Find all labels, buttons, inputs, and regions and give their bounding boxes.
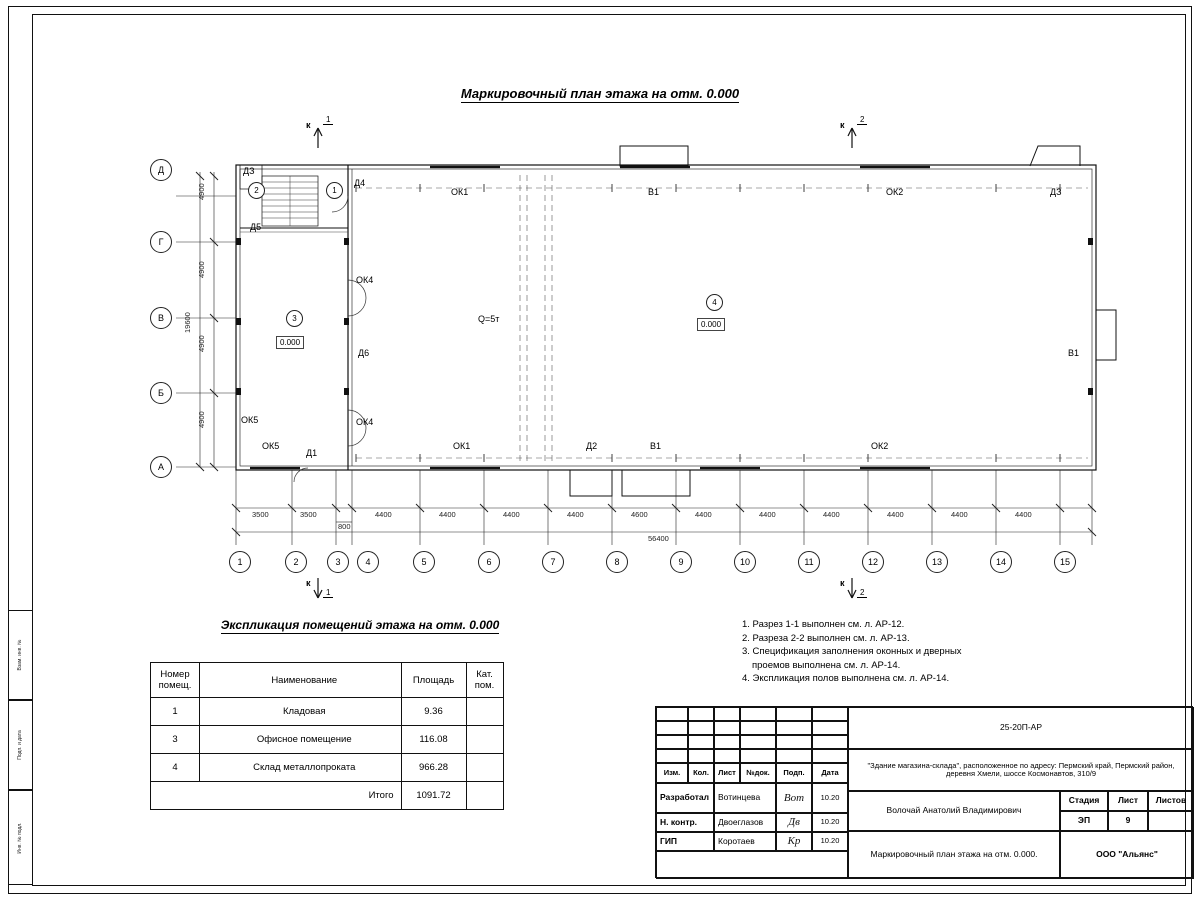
left-stamp-label: Инв. № подл. xyxy=(17,821,23,854)
cut-label-2-top: к xyxy=(840,120,845,130)
stamp-drawing-title: Маркировочный план этажа на отм. 0.000. xyxy=(848,831,1060,879)
stamp-list-label: Лист xyxy=(1108,791,1148,811)
stamp-grid-cell xyxy=(740,749,776,763)
axis-bubble-4[interactable]: 4 xyxy=(357,551,379,573)
axis-bubble-a[interactable]: А xyxy=(150,456,172,478)
axis-bubble-14[interactable]: 14 xyxy=(990,551,1012,573)
stamp-role-gip: ГИП xyxy=(656,832,714,851)
axis-bubble-7[interactable]: 7 xyxy=(542,551,564,573)
cell-number: 1 xyxy=(151,698,200,726)
room-mark-4[interactable]: 4 xyxy=(706,294,723,311)
stamp-stage-value: ЭП xyxy=(1060,811,1108,831)
axis-bubble-13[interactable]: 13 xyxy=(926,551,948,573)
stamp-lists-value xyxy=(1148,811,1194,831)
stamp-signature-developer: Вот xyxy=(776,783,812,813)
room-level-3: 0.000 xyxy=(276,336,304,349)
room-mark-1[interactable]: 1 xyxy=(326,182,343,199)
exploration-title xyxy=(150,618,570,632)
vertical-dim-3: 4900 xyxy=(197,335,206,352)
stamp-list-value: 9 xyxy=(1108,811,1148,831)
stamp-grid-cell xyxy=(812,707,848,721)
table-row xyxy=(151,754,504,782)
exploration-title-text: Экспликация помещений этажа на отм. 0.000 xyxy=(220,618,500,632)
note-1: 1. Разрез 1-1 выполнен см. л. АР-12. xyxy=(742,619,905,630)
stamp-empty-bottom xyxy=(656,851,848,879)
left-stamp-vzam xyxy=(8,610,32,700)
element-label-d6: Д6 xyxy=(358,348,370,358)
cut-label-1-bottom: к xyxy=(306,578,311,588)
horizontal-dim-5: 4400 xyxy=(503,510,520,519)
total-label: Итого xyxy=(200,782,402,810)
cell-name: Кладовая xyxy=(200,698,402,726)
table-row xyxy=(151,726,504,754)
column-header-number: Номер помещ. xyxy=(151,663,200,698)
cell-kat xyxy=(466,698,503,726)
stamp-col-izm: Изм. xyxy=(656,763,688,783)
element-label-ok5-left: ОК5 xyxy=(241,415,259,425)
stamp-customer: Волочай Анатолий Владимирович xyxy=(848,791,1060,831)
column-header-area: Площадь xyxy=(401,663,466,698)
cell-area: 9.36 xyxy=(401,698,466,726)
horizontal-dim-12: 4400 xyxy=(951,510,968,519)
table-total-row xyxy=(151,782,504,810)
cell-kat xyxy=(466,754,503,782)
stamp-grid-cell xyxy=(656,749,688,763)
stamp-grid-cell xyxy=(812,749,848,763)
stamp-grid-cell xyxy=(812,721,848,735)
element-label-ok2-bottom: ОК2 xyxy=(871,441,889,451)
stamp-date-gip: 10.20 xyxy=(812,832,848,851)
room-mark-3[interactable]: 3 xyxy=(286,310,303,327)
horizontal-dim-6: 4400 xyxy=(567,510,584,519)
cut-number-1-top: 1 xyxy=(323,115,333,125)
vertical-dim-4: 4900 xyxy=(197,411,206,428)
left-stamp-label: Взам. инв. № xyxy=(17,639,23,671)
vertical-dim-2: 4900 xyxy=(197,261,206,278)
axis-bubble-11[interactable]: 11 xyxy=(798,551,820,573)
axis-bubble-d[interactable]: Д xyxy=(150,159,172,181)
stamp-name-developer: Вотинцева xyxy=(714,783,776,813)
element-label-ok4-lower: ОК4 xyxy=(356,417,374,427)
axis-bubble-5[interactable]: 5 xyxy=(413,551,435,573)
axis-bubble-6[interactable]: 6 xyxy=(478,551,500,573)
note-2: 2. Разреза 2-2 выполнен см. л. АР-13. xyxy=(742,632,910,644)
cell-number: 3 xyxy=(151,726,200,754)
element-label-ok1-top: ОК1 xyxy=(451,187,469,197)
left-stamp-inv xyxy=(8,790,32,885)
horizontal-dim-extra: 800 xyxy=(338,522,351,531)
note-4: 4. Экспликация полов выполнена см. л. АР-14. xyxy=(742,673,950,684)
column-header-name: Наименование xyxy=(200,663,402,698)
total-value: 1091.72 xyxy=(401,782,466,810)
axis-bubble-8[interactable]: 8 xyxy=(606,551,628,573)
stamp-grid-cell xyxy=(740,735,776,749)
element-label-ok4-upper: ОК4 xyxy=(356,275,374,285)
note-3: 3. Спецификация заполнения оконных и дверных xyxy=(742,646,962,657)
stamp-col-kol: Кол. xyxy=(688,763,714,783)
column-header-kat: Кат. пом. xyxy=(466,663,503,698)
total-kat xyxy=(466,782,503,810)
notes-block xyxy=(742,618,1122,686)
stamp-name-gip: Коротаев xyxy=(714,832,776,851)
cell-number: 4 xyxy=(151,754,200,782)
horizontal-dim-4: 4400 xyxy=(439,510,456,519)
cut-label-1-top: к xyxy=(306,120,311,130)
stamp-lists-label: Листов xyxy=(1148,791,1194,811)
cut-number-2-top: 2 xyxy=(857,115,867,125)
cut-number-2-bottom: 2 xyxy=(857,588,867,598)
element-label-v1-top: В1 xyxy=(648,187,660,197)
stamp-signature-ncontrol: Дв xyxy=(776,813,812,832)
page-title-text: Маркировочный план этажа на отм. 0.000 xyxy=(460,86,740,101)
stamp-role-ncontrol: Н. контр. xyxy=(656,813,714,832)
crane-capacity-label: Q=5т xyxy=(478,314,500,324)
left-stamp-podp xyxy=(8,700,32,790)
horizontal-dim-10: 4400 xyxy=(823,510,840,519)
stamp-grid-cell xyxy=(656,721,688,735)
axis-bubble-v[interactable]: В xyxy=(150,307,172,329)
axis-bubble-12[interactable]: 12 xyxy=(862,551,884,573)
horizontal-dim-13: 4400 xyxy=(1015,510,1032,519)
stamp-grid-cell xyxy=(714,749,740,763)
horizontal-dim-11: 4400 xyxy=(887,510,904,519)
stamp-col-list: Лист xyxy=(714,763,740,783)
stamp-date-ncontrol: 10.20 xyxy=(812,813,848,832)
stamp-grid-cell xyxy=(776,707,812,721)
element-label-d5: Д5 xyxy=(250,222,262,232)
stamp-grid-cell xyxy=(740,721,776,735)
axis-bubble-b[interactable]: Б xyxy=(150,382,172,404)
element-label-v1-right: В1 xyxy=(1068,348,1080,358)
vertical-dim-1: 4900 xyxy=(197,183,206,200)
axis-bubble-g[interactable]: Г xyxy=(150,231,172,253)
table-header-row xyxy=(151,663,504,698)
stamp-grid-cell xyxy=(812,735,848,749)
left-stamp-label: Подп. и дата xyxy=(17,730,23,760)
cell-area: 116.08 xyxy=(401,726,466,754)
stamp-grid-cell xyxy=(714,721,740,735)
element-label-dz-right: ДЗ xyxy=(1050,187,1062,197)
axis-bubble-2[interactable]: 2 xyxy=(285,551,307,573)
horizontal-dim-1: 3500 xyxy=(252,510,269,519)
horizontal-dim-3: 4400 xyxy=(375,510,392,519)
stamp-grid-cell xyxy=(688,721,714,735)
vertical-dim-total: 19600 xyxy=(183,312,192,333)
table-row xyxy=(151,698,504,726)
stamp-doc-code: 25-20П-АР xyxy=(848,707,1194,749)
stamp-grid-cell xyxy=(714,707,740,721)
stamp-grid-cell xyxy=(688,749,714,763)
stamp-grid-cell xyxy=(776,721,812,735)
element-label-d1: Д1 xyxy=(306,448,318,458)
element-label-dz-top: ДЗ xyxy=(243,166,255,176)
horizontal-dim-total: 56400 xyxy=(648,534,669,543)
stamp-name-ncontrol: Двоеглазов xyxy=(714,813,776,832)
axis-bubble-15[interactable]: 15 xyxy=(1054,551,1076,573)
axis-bubble-10[interactable]: 10 xyxy=(734,551,756,573)
cut-number-1-bottom: 1 xyxy=(323,588,333,598)
exploration-table xyxy=(150,662,504,810)
element-label-ok5-bottom: ОК5 xyxy=(262,441,280,451)
stamp-grid-cell xyxy=(776,749,812,763)
stamp-object-description: "Здание магазина-склада", расположенное по адресу: Пермский край, Пермский район, деревня Хмели, шоссе Космонавтов, 310/9 xyxy=(848,749,1194,791)
cell-kat xyxy=(466,726,503,754)
element-label-ok1-bottom: ОК1 xyxy=(453,441,471,451)
axis-bubble-1[interactable]: 1 xyxy=(229,551,251,573)
stamp-grid-cell xyxy=(688,735,714,749)
stamp-role-developer: Разработал xyxy=(656,783,714,813)
element-label-v1-bottom: В1 xyxy=(650,441,662,451)
stamp-grid-cell xyxy=(776,735,812,749)
stamp-col-podp: Подп. xyxy=(776,763,812,783)
axis-bubble-9[interactable]: 9 xyxy=(670,551,692,573)
stamp-date-developer: 10.20 xyxy=(812,783,848,813)
horizontal-dim-2: 3500 xyxy=(300,510,317,519)
stamp-company: ООО "Альянс" xyxy=(1060,831,1194,879)
stamp-grid-cell xyxy=(740,707,776,721)
axis-bubble-3[interactable]: 3 xyxy=(327,551,349,573)
element-label-ok2-top: ОК2 xyxy=(886,187,904,197)
stamp-stage-label: Стадия xyxy=(1060,791,1108,811)
cell-name: Склад металлопроката xyxy=(200,754,402,782)
stamp-grid-cell xyxy=(714,735,740,749)
stamp-signature-gip: Кр xyxy=(776,832,812,851)
total-spacer xyxy=(151,782,200,810)
stamp-grid-cell xyxy=(656,707,688,721)
stamp-grid-cell xyxy=(688,707,714,721)
room-mark-2[interactable]: 2 xyxy=(248,182,265,199)
note-3-cont: проемов выполнена см. л. АР-14. xyxy=(752,659,901,671)
element-label-d2: Д2 xyxy=(586,441,598,451)
cell-name: Офисное помещение xyxy=(200,726,402,754)
horizontal-dim-8: 4400 xyxy=(695,510,712,519)
horizontal-dim-9: 4400 xyxy=(759,510,776,519)
stamp-grid-cell xyxy=(656,735,688,749)
cut-label-2-bottom: к xyxy=(840,578,845,588)
title-block xyxy=(655,706,1193,878)
stamp-col-ndoc: №док. xyxy=(740,763,776,783)
room-level-4: 0.000 xyxy=(697,318,725,331)
horizontal-dim-7: 4600 xyxy=(631,510,648,519)
element-label-d4: Д4 xyxy=(354,178,366,188)
cell-area: 966.28 xyxy=(401,754,466,782)
stamp-col-data: Дата xyxy=(812,763,848,783)
